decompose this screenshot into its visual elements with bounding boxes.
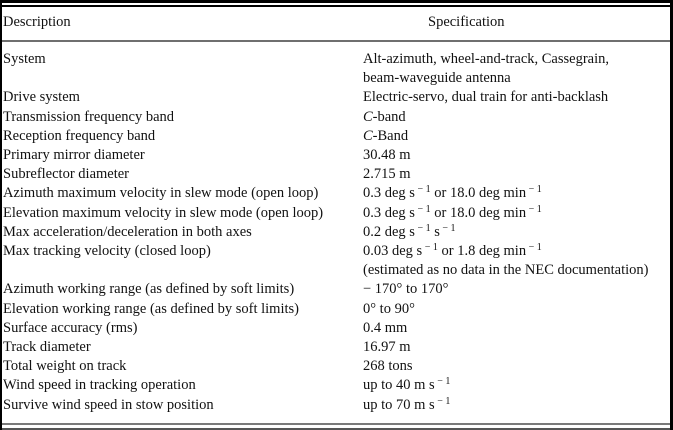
header-rule bbox=[2, 40, 670, 42]
row-description: Wind speed in tracking operation bbox=[3, 377, 196, 394]
table-row bbox=[0, 146, 673, 165]
row-description: System bbox=[3, 51, 46, 67]
header-description: Description bbox=[3, 14, 71, 30]
row-specification bbox=[363, 108, 673, 127]
spec-line: (estimated as no data in the NEC documentation) bbox=[363, 262, 649, 279]
table-row bbox=[0, 357, 673, 376]
spec-text: -Band bbox=[372, 127, 409, 144]
spec-line: 16.97 m bbox=[363, 339, 411, 356]
row-specification bbox=[363, 88, 673, 107]
row-description: Subreflector diameter bbox=[3, 166, 130, 183]
table-row bbox=[0, 319, 673, 338]
row-description: Primary mirror diameter bbox=[3, 147, 145, 164]
row-description: Max tracking velocity (closed loop) bbox=[3, 243, 211, 260]
table-row bbox=[0, 242, 673, 280]
row-description: Reception frequency band bbox=[3, 127, 156, 144]
table-header bbox=[0, 14, 673, 36]
row-specification: up to 40 m s $^{- 1}$ bbox=[363, 376, 451, 394]
row-description: Total weight on track bbox=[3, 358, 127, 375]
table-row bbox=[0, 127, 673, 146]
table-row bbox=[0, 338, 673, 357]
row-specification: 0.2 deg s $^{- 1}$ s $^{- 1}$ bbox=[363, 222, 456, 240]
table-row bbox=[0, 204, 673, 223]
top-border bbox=[0, 0, 673, 3]
row-description: Track diameter bbox=[3, 339, 91, 356]
row-description: Azimuth maximum velocity in slew mode (open loop) bbox=[3, 185, 319, 202]
spec-line: − 170° to 170° bbox=[363, 281, 449, 298]
row-specification bbox=[363, 357, 673, 376]
table-bottom-rule bbox=[2, 423, 670, 425]
row-specification bbox=[363, 338, 673, 357]
table-row bbox=[0, 184, 673, 203]
spec-text: -band bbox=[372, 108, 406, 125]
row-specification: 0.3 deg s $^{- 1}$ or 18.0 deg min $^{- 1}$ bbox=[363, 203, 542, 221]
row-description: Transmission frequency band bbox=[3, 108, 175, 125]
row-specification bbox=[363, 319, 673, 338]
spec-line: 2.715 m bbox=[363, 166, 411, 183]
row-description: Drive system bbox=[3, 89, 80, 106]
table-row bbox=[0, 300, 673, 319]
spec-line: beam-waveguide antenna bbox=[363, 70, 511, 87]
spec-line: Alt-azimuth, wheel-and-track, Cassegrain, bbox=[363, 51, 610, 67]
row-specification bbox=[363, 165, 673, 184]
header-specification: Specification bbox=[428, 14, 505, 30]
spec-line: 30.48 m bbox=[363, 147, 411, 164]
row-specification bbox=[363, 300, 673, 319]
c-symbol: C bbox=[363, 127, 373, 144]
row-description: Max acceleration/deceleration in both axes bbox=[3, 223, 252, 240]
row-specification bbox=[363, 127, 673, 146]
table-row bbox=[0, 165, 673, 184]
row-description: Elevation maximum velocity in slew mode (open loop) bbox=[3, 204, 324, 221]
row-specification: 0.3 deg s $^{- 1}$ or 18.0 deg min $^{- 1}$ bbox=[363, 184, 542, 202]
table-row bbox=[0, 280, 673, 299]
table-row bbox=[0, 223, 673, 242]
table-row bbox=[0, 376, 673, 395]
table-row bbox=[0, 396, 673, 415]
table-top-rule bbox=[0, 5, 673, 7]
table-body bbox=[0, 50, 673, 415]
row-specification bbox=[363, 146, 673, 165]
row-specification bbox=[363, 280, 673, 299]
row-description: Azimuth working range (as defined by soft limits) bbox=[3, 281, 295, 298]
table-row bbox=[0, 108, 673, 127]
table-row bbox=[0, 50, 673, 88]
row-description: Elevation working range (as defined by soft limits) bbox=[3, 300, 299, 317]
spec-line: 268 tons bbox=[363, 358, 413, 375]
spec-line: 0.4 mm bbox=[363, 319, 408, 336]
c-symbol: C bbox=[363, 108, 373, 125]
spec-line: 0° to 90° bbox=[363, 300, 415, 317]
row-specification: up to 70 m s $^{- 1}$ bbox=[363, 395, 451, 413]
spec-line: Electric-servo, dual train for anti-backlash bbox=[363, 89, 609, 106]
row-specification bbox=[363, 50, 673, 88]
row-description: Survive wind speed in stow position bbox=[3, 396, 214, 413]
table-row bbox=[0, 88, 673, 107]
row-description: Surface accuracy (rms) bbox=[3, 319, 138, 336]
row-specification: 0.03 deg s $^{- 1}$ or 1.8 deg min $^{- 1}$ (estimated as no data in the NEC documentation) bbox=[363, 242, 673, 280]
